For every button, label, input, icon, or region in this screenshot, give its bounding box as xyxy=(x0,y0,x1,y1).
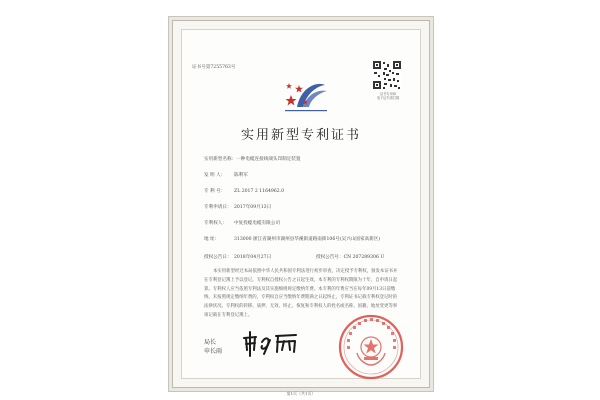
signature-image-icon xyxy=(240,328,300,358)
patent-office-logo-icon xyxy=(283,77,329,117)
field-value: 中复投缆电缆有限公司 xyxy=(234,221,280,226)
certificate-body-text: 本实用新型经过本局依照中华人民共和国专利法进行初步审查，决定授予专利权，颁发本证书并在专利登记簿上予以登记。专利权自授权公告之日起生效。本专利的专利权期限为十年，自申请日起算。专利权人应当依照专利法及其实施细则规定缴纳年费。本专利的年费应当在每年09月13日前缴纳。未按照规定缴纳年费的，专利权自应当缴纳年费期满之日起终止。专利证书记载专利权登记时的法律状况。专利权的转移、质押、无效、终止、恢复和专利权人的姓名或名称、国籍、地址变更等事项记载在专利登记簿上。 xyxy=(204,269,398,318)
qr-caption xyxy=(366,92,410,101)
field-label: 地 址： xyxy=(204,237,220,242)
field-value: 陈利军 xyxy=(234,173,248,178)
field-value: 2018年04月27日 xyxy=(234,255,272,260)
field-label: 专利权人： xyxy=(204,221,227,226)
field-utility-model-name xyxy=(204,156,301,162)
field-grant-number xyxy=(316,254,384,260)
field-value: CN 207289306 U xyxy=(343,255,385,260)
field-value: 2017年09月13日 xyxy=(234,205,272,210)
signature-label-title: 局长 xyxy=(204,339,217,346)
field-label: 发 明 人： xyxy=(204,173,226,178)
field-label: 专利申请日： xyxy=(204,205,232,210)
certificate-frame xyxy=(172,20,430,396)
field-label: 专 利 号： xyxy=(204,189,226,194)
field-value: ZL 2017 2 1164962.0 xyxy=(234,189,285,194)
field-value: 一种电缆连接线端头印制定装置 xyxy=(236,157,301,162)
page-number: 第1页（共1页） xyxy=(286,391,316,396)
field-grant-date xyxy=(204,254,271,260)
field-value: 313000 浙江省湖州市湖州县华溪街道路南街106号(吴兴山国家高新区) xyxy=(234,237,381,242)
certificate-number: 证书号第7255763号 xyxy=(192,65,236,70)
qr-caption-line: 证书专用章 xyxy=(380,92,396,96)
signature-label-name: 申长雨 xyxy=(204,348,223,355)
signature-labels xyxy=(204,338,222,356)
certificate-title: 实用新型专利证书 xyxy=(240,128,361,143)
field-address xyxy=(204,236,400,243)
field-patentee xyxy=(204,220,280,226)
field-patent-number xyxy=(204,188,284,194)
field-label: 实用新型名称： xyxy=(204,157,237,162)
field-application-date xyxy=(204,204,271,210)
field-label: 授权公告日： xyxy=(204,255,232,260)
qr-caption-line: 电子证书请扫描 xyxy=(376,96,400,101)
certificate-paper xyxy=(181,29,421,396)
field-label: 授权公告号： xyxy=(316,255,344,260)
field-inventor xyxy=(204,172,248,178)
qr-code-icon xyxy=(372,60,402,90)
official-seal-icon xyxy=(337,313,405,381)
